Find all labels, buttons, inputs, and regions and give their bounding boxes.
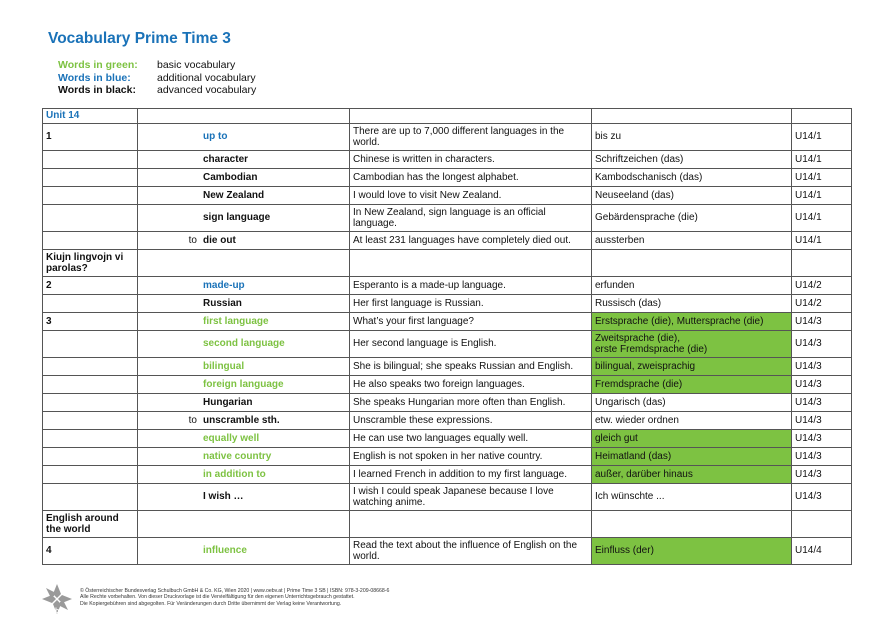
section-number	[43, 484, 138, 511]
example-sentence: At least 231 languages have completely died out.	[350, 232, 592, 250]
translation	[592, 313, 792, 331]
translation	[592, 430, 792, 448]
translation	[592, 232, 792, 250]
unit-reference: U14/3	[792, 430, 852, 448]
example-sentence: He also speaks two foreign languages.	[350, 376, 592, 394]
translation-line: Ungarisch (das)	[595, 396, 666, 408]
section-number	[43, 466, 138, 484]
word-cell	[138, 358, 350, 376]
section-number: 4	[43, 538, 138, 565]
example-sentence: I wish I could speak Japanese because I love watching anime.	[350, 484, 592, 511]
section-heading: English around the world	[43, 511, 138, 538]
translation-line: Neuseeland (das)	[595, 189, 674, 201]
example-sentence: She speaks Hungarian more often than English.	[350, 394, 592, 412]
translation	[592, 448, 792, 466]
vocab-row	[43, 448, 852, 466]
footer-line-1: © Österreichischer Bundesverlag Schulbuch GmbH & Co. KG, Wien 2020 | www.oebv.at | Prime Time 3 SB | ISBN: 978-3-209-08668-6	[80, 588, 390, 594]
logo-text: öbv	[50, 608, 64, 615]
section-number	[43, 232, 138, 250]
word-cell	[138, 124, 350, 151]
vocab-row	[43, 313, 852, 331]
vocab-word: Hungarian	[203, 396, 253, 408]
section-heading: Kiujn lingvojn vi parolas?	[43, 250, 138, 277]
word-cell	[138, 448, 350, 466]
translation	[592, 277, 792, 295]
translation	[592, 394, 792, 412]
vocab-row	[43, 538, 852, 565]
translation	[592, 466, 792, 484]
unit-reference: U14/1	[792, 169, 852, 187]
translation-line: Ich wünschte ...	[595, 491, 665, 503]
vocab-row	[43, 430, 852, 448]
vocab-word: second language	[203, 338, 285, 350]
translation-line: Erstsprache (die), Muttersprache (die)	[595, 315, 764, 327]
translation	[592, 412, 792, 430]
vocab-row	[43, 412, 852, 430]
footer-text	[80, 588, 600, 607]
unit-reference: U14/4	[792, 538, 852, 565]
vocab-word: in addition to	[203, 468, 266, 480]
word-cell	[138, 187, 350, 205]
unit-reference: U14/1	[792, 187, 852, 205]
word-cell	[138, 295, 350, 313]
section-number: 3	[43, 313, 138, 331]
section-heading-row	[43, 511, 852, 538]
vocab-row	[43, 277, 852, 295]
example-sentence: Esperanto is a made-up language.	[350, 277, 592, 295]
translation	[592, 169, 792, 187]
example-sentence: English is not spoken in her native country.	[350, 448, 592, 466]
section-heading-row	[43, 250, 852, 277]
legend-value-blue: additional vocabulary	[157, 71, 256, 84]
translation	[592, 124, 792, 151]
unit-reference: U14/3	[792, 358, 852, 376]
vocab-row	[43, 331, 852, 358]
vocab-row	[43, 358, 852, 376]
word-prefix: to	[188, 414, 197, 426]
oebv-logo-icon	[40, 582, 74, 616]
translation-line: Russisch (das)	[595, 297, 662, 309]
legend-row-black	[58, 84, 256, 97]
word-cell	[138, 484, 350, 511]
section-number	[43, 412, 138, 430]
translation	[592, 358, 792, 376]
vocab-word: die out	[203, 234, 236, 246]
section-number	[43, 331, 138, 358]
translation-line: bis zu	[595, 131, 622, 143]
vocab-word: bilingual	[203, 360, 245, 372]
vocab-word: New Zealand	[203, 189, 265, 201]
unit-reference: U14/1	[792, 205, 852, 232]
translation	[592, 295, 792, 313]
translation-line: Fremdsprache (die)	[595, 378, 683, 390]
vocab-word: Russian	[203, 297, 242, 309]
word-cell	[138, 538, 350, 565]
section-number	[43, 358, 138, 376]
legend-key-blue: Words in blue:	[58, 71, 131, 84]
translation	[592, 205, 792, 232]
translation	[592, 538, 792, 565]
translation-line: Zweitsprache (die),	[595, 332, 681, 344]
unit-reference: U14/3	[792, 448, 852, 466]
word-cell	[138, 151, 350, 169]
footer-line-3: Die Kopiergebühren sind abgegolten. Für Veränderungen durch Dritte übernimmt der Verlag keine Verantwortung.	[80, 600, 342, 607]
vocab-row	[43, 232, 852, 250]
unit-reference: U14/3	[792, 376, 852, 394]
translation-line: gleich gut	[595, 432, 638, 444]
vocab-row	[43, 151, 852, 169]
example-sentence: Unscramble these expressions.	[350, 412, 592, 430]
section-number	[43, 430, 138, 448]
unit-reference: U14/3	[792, 412, 852, 430]
example-sentence: What’s your first language?	[350, 313, 592, 331]
unit-header-row	[43, 109, 852, 124]
page-title: Vocabulary Prime Time 3	[48, 30, 231, 47]
example-sentence: Her first language is Russian.	[350, 295, 592, 313]
translation	[592, 484, 792, 511]
translation	[592, 187, 792, 205]
translation-line: Heimatland (das)	[595, 450, 672, 462]
unit-reference: U14/3	[792, 466, 852, 484]
section-number	[43, 295, 138, 313]
legend	[58, 59, 256, 97]
footer-line-2: Alle Rechte vorbehalten. Von dieser Druckvorlage ist die Vervielfältigung für den eigenen Unterrichtsgebrauch gestattet.	[80, 594, 355, 601]
unit-reference: U14/3	[792, 331, 852, 358]
vocab-row	[43, 295, 852, 313]
vocab-word: foreign language	[203, 378, 284, 390]
section-number	[43, 448, 138, 466]
vocab-word: influence	[203, 545, 247, 557]
unit-reference: U14/3	[792, 394, 852, 412]
word-prefix: to	[188, 234, 197, 246]
translation-line: Schriftzeichen (das)	[595, 153, 684, 165]
unit-reference: U14/3	[792, 313, 852, 331]
example-sentence: Cambodian has the longest alphabet.	[350, 169, 592, 187]
word-cell	[138, 169, 350, 187]
translation-line: Kambodschanisch (das)	[595, 171, 703, 183]
example-sentence: I would love to visit New Zealand.	[350, 187, 592, 205]
translation-line: etw. wieder ordnen	[595, 414, 679, 426]
translation-line: Einfluss (der)	[595, 545, 654, 557]
translation	[592, 376, 792, 394]
example-sentence: I learned French in addition to my first language.	[350, 466, 592, 484]
example-sentence: He can use two languages equally well.	[350, 430, 592, 448]
vocab-word: character	[203, 153, 249, 165]
word-cell	[138, 376, 350, 394]
section-number	[43, 187, 138, 205]
legend-row-green	[58, 59, 256, 72]
legend-key-green: Words in green:	[58, 59, 138, 71]
example-sentence: She is bilingual; she speaks Russian and English.	[350, 358, 592, 376]
translation-line: erfunden	[595, 279, 635, 291]
vocab-row	[43, 205, 852, 232]
unit-reference: U14/1	[792, 232, 852, 250]
word-cell	[138, 331, 350, 358]
word-cell	[138, 394, 350, 412]
unit-reference: U14/1	[792, 151, 852, 169]
vocab-word: up to	[203, 131, 228, 143]
translation	[592, 331, 792, 358]
section-number	[43, 205, 138, 232]
vocabulary-table	[42, 108, 852, 565]
legend-key-black: Words in black:	[58, 84, 136, 96]
translation-line: Gebärdensprache (die)	[595, 212, 698, 224]
word-cell	[138, 205, 350, 232]
word-cell	[138, 313, 350, 331]
section-number: 1	[43, 124, 138, 151]
example-sentence: There are up to 7,000 different languages in the world.	[350, 124, 592, 151]
vocab-word: sign language	[203, 212, 271, 224]
translation-line: außer, darüber hinaus	[595, 468, 693, 480]
vocab-row	[43, 466, 852, 484]
legend-row-blue	[58, 72, 256, 85]
word-cell	[138, 232, 350, 250]
unit-reference: U14/2	[792, 277, 852, 295]
legend-value-green: basic vocabulary	[157, 59, 236, 71]
vocab-row	[43, 394, 852, 412]
vocab-word: Cambodian	[203, 171, 258, 183]
vocab-word: made-up	[203, 279, 245, 291]
example-sentence: Chinese is written in characters.	[350, 151, 592, 169]
translation-line: bilingual, zweisprachig	[595, 360, 696, 372]
vocab-row	[43, 169, 852, 187]
section-number: 2	[43, 277, 138, 295]
section-number	[43, 169, 138, 187]
vocab-row	[43, 124, 852, 151]
unit-label: Unit 14	[43, 109, 138, 124]
word-cell	[138, 466, 350, 484]
vocab-word: unscramble sth.	[203, 414, 280, 426]
legend-value-black: advanced vocabulary	[157, 84, 257, 96]
unit-reference: U14/2	[792, 295, 852, 313]
vocab-row	[43, 484, 852, 511]
vocab-word: native country	[203, 450, 272, 462]
word-cell	[138, 430, 350, 448]
translation	[592, 151, 792, 169]
vocab-word: equally well	[203, 432, 260, 444]
word-cell	[138, 277, 350, 295]
vocab-row	[43, 376, 852, 394]
translation-line: aussterben	[595, 234, 645, 246]
unit-reference: U14/1	[792, 124, 852, 151]
vocab-word: first language	[203, 315, 269, 327]
word-cell	[138, 412, 350, 430]
section-number	[43, 151, 138, 169]
section-number	[43, 376, 138, 394]
vocab-row	[43, 187, 852, 205]
translation-line: erste Fremdsprache (die)	[595, 344, 708, 355]
unit-reference: U14/3	[792, 484, 852, 511]
example-sentence: Read the text about the influence of English on the world.	[350, 538, 592, 565]
vocab-word: I wish …	[203, 491, 244, 503]
section-number	[43, 394, 138, 412]
example-sentence: In New Zealand, sign language is an official language.	[350, 205, 592, 232]
example-sentence: Her second language is English.	[350, 331, 592, 358]
